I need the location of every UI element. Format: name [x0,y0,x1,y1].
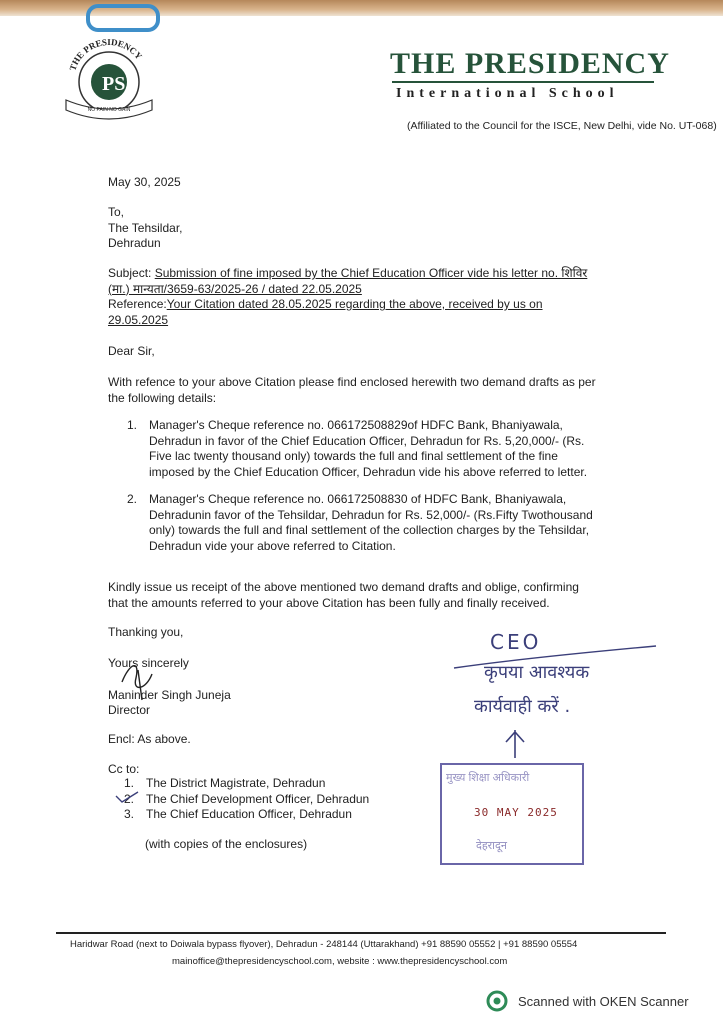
school-crest-logo [60,38,158,122]
list-item-line: Dehradunin favor of the Tehsildar, Dehradun for Rs. 52,000/- (Rs.Fifty Twothousand [149,507,593,522]
list-item-number: 2. [127,492,138,506]
handwritten-ceo: CEO [490,630,542,654]
cc-number: 1. [124,776,135,790]
crest-banner-text: NO PAIN NO GAIN [87,107,131,113]
stamp-office-text: मुख्य शिक्षा अधिकारी [446,772,530,784]
intro-paragraph [108,375,628,406]
closing-line: Kindly issue us receipt of the above mentioned two demand drafts and oblige, confirming [108,580,579,594]
salutation: Dear Sir, [108,344,155,358]
cc-text: The Chief Development Officer, Dehradun [146,791,370,806]
yours-sincerely: Yours sincerely [108,656,189,670]
list-item-line: imposed by the Chief Education Officer, Dehradun vide his above referred to letter. [149,464,588,479]
signatory-name: Maninder Singh Juneja [108,688,231,702]
reference-label: Reference: [108,297,167,311]
crest-arc-text: THE PRESIDENCY [67,38,145,72]
scanner-label: Scanned with OKEN Scanner [518,993,689,1009]
letter-date: May 30, 2025 [108,175,181,189]
subject-block [108,266,608,328]
cc-number: 2. [124,791,135,806]
recipient-block [108,205,183,252]
handwritten-note: कृपया आवश्यक [484,662,590,683]
subject-text-cont: (मा.) मान्यता/3659-63/2025-26 / dated 22.05.2025 [108,281,362,296]
list-item-line: Manager's Cheque reference no. 066172508829of HDFC Bank, Bhaniyawala, [149,418,563,432]
paperclip-icon [86,4,160,32]
list-item [127,492,627,554]
cc-text: The Chief Education Officer, Dehradun [146,807,352,821]
stamp-place: देहरादून [476,840,507,852]
intro-line: With refence to your above Citation please find enclosed herewith two demand drafts as per [108,375,596,389]
tick-mark [114,790,140,804]
list-item-line: Manager's Cheque reference no. 066172508830 of HDFC Bank, Bhaniyawala, [149,492,567,506]
copies-note: (with copies of the enclosures) [145,837,308,851]
footer-rule [56,932,666,934]
to-line: To, [108,205,125,219]
reference-text: Your Citation dated 28.05.2025 regarding the above, received by us on [166,297,543,311]
svg-text:PS: PS [102,73,126,95]
list-item-line: Dehradun vide your above referred to Citation. [149,538,396,553]
subject-label: Subject: [108,266,152,280]
letterhead-rule [392,81,654,83]
cc-item [124,792,369,808]
reference-text-cont: 29.05.2025 [108,312,169,327]
scanner-logo-icon [486,990,508,1012]
list-item-line: Five lac twenty thousand only) towards the full and final settlement of the fine [149,449,558,463]
subject-text: Submission of fine imposed by the Chief Education Officer vide his letter no. शिविर [154,266,588,280]
footer-contact: mainoffice@thepresidencyschool.com, website : www.thepresidencyschool.com [172,956,508,967]
affiliation-note: (Affiliated to the Council for the ISCE, New Delhi, vide No. UT-068) [407,120,717,132]
handwritten-note: कार्यवाही करें . [474,696,571,717]
handwritten-arrow [500,728,530,760]
footer-address: Haridwar Road (next to Doiwala bypass flyover), Dehradun - 248144 (Uttarakhand) +91 88590 05552 | +91 88590 05554 [70,939,578,950]
cc-item [124,776,369,792]
cc-number: 3. [124,807,135,821]
intro-line: the following details: [108,390,217,405]
recipient-title: The Tehsildar, [108,220,183,235]
list-item-line: Dehradun in favor of the Chief Education Officer, Dehradun for Rs. 5,20,000/- (Rs. [149,433,585,448]
cc-list [124,776,369,823]
school-subtitle: International School [396,86,619,101]
stamp-date: 30 MAY 2025 [474,806,558,819]
enclosure-line: Encl: As above. [108,732,191,746]
cc-label: Cc to: [108,762,140,776]
signatory-designation: Director [108,703,151,717]
cc-item [124,807,369,823]
closing-paragraph [108,580,628,611]
recipient-city: Dehradun [108,236,161,250]
scanner-watermark [486,990,689,1012]
list-item [127,418,627,480]
list-item-line: only) towards the full and final settlement of the collection charges by the Tehsildar, [149,523,590,537]
cc-text: The District Magistrate, Dehradun [146,776,326,790]
school-name: THE PRESIDENCY [390,47,670,80]
thanking-line: Thanking you, [108,625,184,639]
list-item-number: 1. [127,418,138,432]
closing-line: that the amounts referred to your above Citation has been fully and finally received. [108,595,550,610]
